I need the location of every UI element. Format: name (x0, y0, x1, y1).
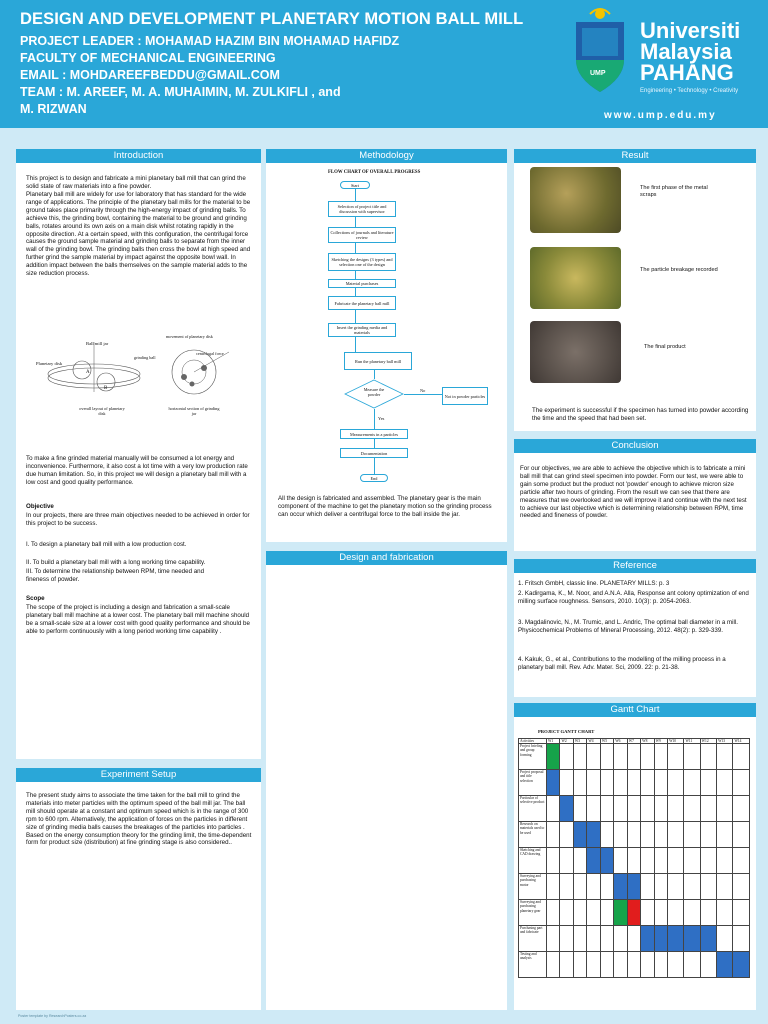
gantt-cell (717, 770, 733, 796)
gantt-cell (684, 770, 700, 796)
gantt-cell (700, 952, 716, 978)
gantt-cell (733, 926, 750, 952)
introduction-panel (16, 149, 261, 759)
gantt-cell (614, 770, 627, 796)
gantt-cell (700, 822, 716, 848)
flow-title: FLOW CHART OF OVERALL PROGRESS (328, 170, 421, 175)
gantt-week-header: W1 (547, 739, 560, 744)
footer-credit: Poster template by ResearchPosters.co.za (18, 1014, 87, 1018)
gantt-cell (573, 900, 586, 926)
diagram-label-a: A (86, 370, 90, 375)
gantt-cell (600, 874, 613, 900)
gantt-row (519, 848, 750, 874)
objective-item-1: I. To design a planetary ball mill with a low production cost. (26, 541, 187, 548)
gantt-week-header: W12 (700, 739, 716, 744)
design-heading: Design and fabrication (266, 551, 507, 565)
gantt-cell (654, 744, 667, 770)
diagram-label-grinding-ball: grinding ball (134, 355, 156, 360)
gantt-week-header: W2 (560, 739, 573, 744)
gantt-cell (654, 796, 667, 822)
flow-connector (355, 217, 356, 227)
gantt-cell (717, 874, 733, 900)
gantt-cell (684, 796, 700, 822)
experiment-panel (16, 768, 261, 1010)
flow-measure: Measurements in a particles (340, 429, 408, 439)
flow-connector (404, 394, 442, 395)
gantt-cell (560, 796, 573, 822)
gantt-cell (614, 744, 627, 770)
gantt-cell (560, 822, 573, 848)
gantt-cell (547, 900, 560, 926)
gantt-cell (700, 848, 716, 874)
flow-step-7: Run the planetary ball mill (344, 352, 412, 370)
gantt-cell (573, 796, 586, 822)
flow-documentation: Documentation (340, 448, 408, 458)
flow-connector (374, 370, 375, 379)
gantt-cell (717, 822, 733, 848)
gantt-cell (733, 848, 750, 874)
gantt-cell (641, 848, 654, 874)
diagram-label-centrifugal: centrifugal force (196, 351, 224, 356)
flow-decision: Measure the powder (363, 387, 385, 397)
gantt-cell (560, 874, 573, 900)
gantt-cell (600, 770, 613, 796)
gantt-week-header: W9 (654, 739, 667, 744)
gantt-cell (547, 952, 560, 978)
reference-item-1: 1. Fritsch GmbH, classic line. PLANETARY MILLS: p. 3 (518, 580, 670, 587)
gantt-cell (654, 848, 667, 874)
gantt-cell (641, 926, 654, 952)
diagram-label-b: B (104, 386, 108, 391)
flow-step-4: Material purchases (328, 279, 396, 288)
gantt-cell (733, 900, 750, 926)
conclusion-heading: Conclusion (514, 439, 756, 453)
gantt-cell (627, 822, 640, 848)
flow-connector (355, 271, 356, 279)
methodology-panel (266, 149, 507, 542)
gantt-week-header: W5 (600, 739, 613, 744)
intro-paragraph-2: Planetary ball mill are widely for use for laboratory that has standard for the wide range of applications. The principle of the planetary ball mills for the material to be ground takes place primarily through the high-energy impact of grinding balls. To achieve this, the grinding bowl, containing the material to be ground and grinding balls, rotates around its own axis on a main disk whilst rotating rapidly in the opposite direction. At a certain speed, with this configuration, the centrifugal force causes the ground sample material and grinding balls to separate from the inner wall of the grinding bowl. The grinding balls then cross the bowl at high speed and further grind the sample material by impact against the opposite bowl wall. In addition impact between the balls themselves on the sample material adds to the size reduction process. (26, 191, 251, 278)
gantt-cell (627, 952, 640, 978)
intro-paragraph-1: This project is to design and fabricate a mini planetary ball mill that can grind the solid state of raw materials into a fine powder. (26, 175, 246, 190)
gantt-cell (627, 796, 640, 822)
gantt-cell (600, 848, 613, 874)
gantt-cell (641, 952, 654, 978)
gantt-cell (600, 822, 613, 848)
gantt-cell (700, 744, 716, 770)
conclusion-text: For our objectives, we are able to achieve the objective which is to fabricate a mini ball mill that can grind steel specimen into powder. Form our test, we were able to gain some product but the product not 'powder' enough to achieve micron size particle after two hours of grinding. From the result we can see that there are measures that we overlooked and we will improve it and continue with the next test to achieve our last objective which is determining relationship between RPM, time needed and fineness of powder. (520, 465, 747, 520)
gantt-cell (641, 900, 654, 926)
gantt-cell (547, 926, 560, 952)
gantt-cell (627, 900, 640, 926)
gantt-title: PROJECT GANTT CHART (538, 729, 595, 734)
gantt-table (518, 738, 750, 978)
flow-step-2: Collections of journals and literature review (328, 227, 396, 243)
gantt-cell (654, 952, 667, 978)
gantt-cell (668, 952, 684, 978)
gantt-activity-name: Surveying and purchasing motor (519, 874, 547, 900)
gantt-cell (587, 926, 600, 952)
flow-step-6: Insert the grinding media and materials (328, 323, 396, 337)
introduction-heading: Introduction (16, 149, 261, 163)
university-name (640, 20, 740, 83)
reference-item-2: 2. Kadirgama, K., M. Noor, and A.N.A. Alla, Response ant colony optimization of end milling surface roughness. Sensors, 2010. 10(3): p. 2054-2063. (518, 590, 749, 606)
gantt-cell (547, 744, 560, 770)
scope-text: The scope of the project is including a design and fabrication a small-scale planetary ball mill machine at a lower cost. The planetary ball mill machine should be a small-scale size at a lower cost with good quality performance and should be able to perform continuously with a long period working time capability . (26, 604, 250, 635)
gantt-cell (668, 770, 684, 796)
flow-connector (355, 189, 356, 201)
reference-item-4: 4. Kakuk, G., et al., Contributions to the modelling of the milling process in a planetary ball mill. Rev. Adv. Mater. Sci, 2009. 22: p. 21-38. (518, 656, 726, 672)
diagram-label-movement: movement of planetary disk (166, 334, 213, 339)
gantt-cell (641, 874, 654, 900)
gantt-cell (684, 874, 700, 900)
gantt-week-header: W10 (668, 739, 684, 744)
flow-connector (355, 243, 356, 253)
poster-header (0, 0, 768, 128)
reference-heading: Reference (514, 559, 756, 573)
gantt-cell (733, 874, 750, 900)
flow-connector (355, 288, 356, 296)
university-line-2: Malaysia (640, 39, 732, 64)
gantt-row (519, 926, 750, 952)
gantt-cell (654, 770, 667, 796)
team: TEAM : M. AREEF, M. A. MUHAIMIN, M. ZULKIFLI , and (20, 85, 341, 99)
diagram-label-jar: Ball mill jar (86, 341, 109, 346)
flow-connector (374, 458, 375, 474)
gantt-cell (573, 822, 586, 848)
gantt-week-header: W4 (587, 739, 600, 744)
gantt-cell (614, 874, 627, 900)
gantt-activity-name: Project briefing and group forming (519, 744, 547, 770)
flow-side-box: Not in powder particles (442, 387, 488, 405)
gantt-cell (587, 796, 600, 822)
gantt-cell (733, 744, 750, 770)
gantt-cell (587, 822, 600, 848)
gantt-cell (684, 822, 700, 848)
gantt-cell (627, 926, 640, 952)
reference-panel (514, 559, 756, 697)
gantt-cell (700, 900, 716, 926)
university-line-1: Universiti (640, 18, 741, 43)
result-heading: Result (514, 149, 756, 163)
gantt-week-header: W11 (684, 739, 700, 744)
gantt-cell (700, 874, 716, 900)
gantt-cell (717, 952, 733, 978)
gantt-cell (627, 744, 640, 770)
gantt-cell (668, 900, 684, 926)
gantt-cell (587, 900, 600, 926)
gantt-row (519, 900, 750, 926)
gantt-cell (614, 952, 627, 978)
gantt-row (519, 770, 750, 796)
reference-item-3: 3. Magdalinovic, N., M. Trumic, and L. Andric, The optimal ball diameter in a mill. Physicochemical Problems of Mineral Processing, 2012. 48(2): p. 329-339. (518, 619, 738, 635)
gantt-cell (547, 848, 560, 874)
gantt-cell (560, 926, 573, 952)
gantt-week-header: W7 (627, 739, 640, 744)
gantt-cell (654, 900, 667, 926)
objective-title: Objective (26, 503, 54, 510)
gantt-week-header: W13 (717, 739, 733, 744)
gantt-cell (733, 952, 750, 978)
gantt-cell (614, 848, 627, 874)
photo-particle-breakage (530, 247, 621, 309)
result-caption-1: The first phase of the metal scraps (640, 185, 708, 198)
gantt-cell (641, 770, 654, 796)
email: EMAIL : MOHDAREEFBEDDU@GMAIL.COM (20, 68, 280, 82)
gantt-activity-name: Sketching and CAD drawing (519, 848, 547, 874)
gantt-cell (627, 874, 640, 900)
objective-item-2: II. To build a planetary ball mill with a long working time capability. (26, 559, 206, 566)
gantt-cell (668, 744, 684, 770)
gantt-activity-name: Surveying and purchasing planetary gear (519, 900, 547, 926)
gantt-panel (514, 703, 756, 1010)
gantt-cell (587, 952, 600, 978)
gantt-cell (641, 744, 654, 770)
gantt-cell (573, 874, 586, 900)
gantt-cell (587, 848, 600, 874)
flow-connector (374, 409, 375, 429)
tagline: Engineering • Technology • Creativity (640, 88, 739, 94)
gantt-cell (614, 822, 627, 848)
team-continued: M. RIZWAN (20, 102, 87, 116)
gantt-cell (684, 848, 700, 874)
gantt-cell (560, 744, 573, 770)
result-caption-2: The particle breakage recorded (640, 267, 718, 273)
gantt-activity-name: Research on materials used to be used (519, 822, 547, 848)
gantt-cell (560, 770, 573, 796)
gantt-row (519, 796, 750, 822)
result-caption-3: The final product (644, 344, 686, 350)
gantt-cell (668, 848, 684, 874)
gantt-row (519, 744, 750, 770)
gantt-cell (717, 744, 733, 770)
gantt-cell (717, 796, 733, 822)
website-url[interactable]: www.ump.edu.my (604, 110, 717, 121)
flow-start: Start (340, 181, 370, 189)
flow-connector (355, 337, 356, 352)
diagram-caption-overall: overall layout of planetary disk (79, 406, 125, 416)
gantt-cell (654, 822, 667, 848)
gantt-cell (573, 952, 586, 978)
gantt-row (519, 952, 750, 978)
gantt-cell (668, 822, 684, 848)
gantt-cell (627, 848, 640, 874)
conclusion-panel (514, 439, 756, 551)
gantt-cell (560, 848, 573, 874)
gantt-cell (547, 770, 560, 796)
gantt-cell (668, 874, 684, 900)
gantt-cell (700, 770, 716, 796)
diagram-caption-horizontal: horizontal section of grinding jar (168, 406, 220, 416)
gantt-cell (717, 926, 733, 952)
photo-final-product (530, 321, 621, 383)
gantt-cell (600, 926, 613, 952)
flow-step-1: Selection of project title and discussion with supervisor (328, 201, 396, 217)
gantt-cell (560, 900, 573, 926)
gantt-cell (641, 796, 654, 822)
flow-connector (374, 439, 375, 448)
gantt-cell (600, 796, 613, 822)
photo-metal-scraps (530, 167, 621, 233)
gantt-cell (573, 770, 586, 796)
gantt-cell (654, 926, 667, 952)
gantt-cell (668, 926, 684, 952)
gantt-cell (684, 900, 700, 926)
flow-step-3: Sketching the designs (3 types) and selection one of the design (328, 253, 396, 271)
gantt-cell (717, 848, 733, 874)
scope-title: Scope (26, 595, 45, 602)
gantt-activity-name: Purchasing part and fabricate (519, 926, 547, 952)
gantt-heading: Gantt Chart (514, 703, 756, 717)
gantt-cell (641, 822, 654, 848)
gantt-cell (587, 770, 600, 796)
flow-end: End (360, 474, 388, 482)
gantt-cell (684, 744, 700, 770)
gantt-cell (654, 874, 667, 900)
intro-paragraph-3: To make a fine grinded material manually will be consumed a lot energy and inconvenience. Furthermore, it also cost a lot time with a very low production rate due human limitation. So, in this project we will design a planetary ball mill with a low cost and good quality performance. (26, 455, 248, 486)
gantt-activity-name: Project proposal and title selection (519, 770, 547, 796)
gantt-cell (733, 796, 750, 822)
gantt-cell (573, 848, 586, 874)
flow-step-5: Fabricate the planetary ball mill (328, 296, 396, 310)
gantt-cell (573, 744, 586, 770)
gantt-week-header: W8 (641, 739, 654, 744)
gantt-cell (684, 952, 700, 978)
gantt-cell (573, 926, 586, 952)
gantt-cell (627, 770, 640, 796)
gantt-activity-name: Testing and analysis (519, 952, 547, 978)
gantt-cell (560, 952, 573, 978)
experiment-heading: Experiment Setup (16, 768, 261, 782)
flow-connector (355, 310, 356, 323)
gantt-activity-name: Particular of selective product (519, 796, 547, 822)
gantt-cell (668, 796, 684, 822)
gantt-cell (717, 900, 733, 926)
gantt-cell (684, 926, 700, 952)
gantt-cell (547, 874, 560, 900)
objective-intro: In our projects, there are three main objectives needed to be achieved in order for this project to be success. (26, 512, 250, 527)
result-conclusion-line: The experiment is successful if the specimen has turned into powder according the time and the speed that had been set. (532, 407, 749, 422)
design-panel (266, 551, 507, 1010)
flow-no-label: No (420, 388, 426, 393)
gantt-week-header: W3 (573, 739, 586, 744)
methodology-heading: Methodology (266, 149, 507, 163)
gantt-row (519, 874, 750, 900)
experiment-text: The present study aims to associate the time taken for the ball mill to grind the materials into meter particles with the optimum speed of the ball mill jar. The ball mill should operate at a constant and optimum speed which is in the range of 300 rpm to 600 rpm. Alternatively, the application of forces on the particles in different size of grinding media balls causes the breakages of the particles into particles . Based on the energy consumption theory for the grinding limit, the time-dependent form for product size (distribution) at fine grinding stage is also considered.. (26, 792, 252, 847)
poster-title: DESIGN AND DEVELOPMENT PLANETARY MOTION BALL MILL (20, 10, 524, 28)
gantt-activities-header: Activities (519, 739, 547, 744)
gantt-cell (614, 926, 627, 952)
university-line-3: PAHANG (640, 60, 734, 85)
gantt-cell (614, 796, 627, 822)
gantt-cell (587, 744, 600, 770)
project-leader: PROJECT LEADER : MOHAMAD HAZIM BIN MOHAMAD HAFIDZ (20, 34, 400, 48)
gantt-cell (700, 926, 716, 952)
gantt-row (519, 822, 750, 848)
gantt-cell (733, 822, 750, 848)
gantt-cell (600, 952, 613, 978)
gantt-week-header: W6 (614, 739, 627, 744)
methodology-summary: All the design is fabricated and assembled. The planetary gear is the main component of the machine to get the planetary motion so the grinding process can occur which deliver a centrifugal force to the ball inside the jar. (278, 495, 492, 518)
gantt-cell (547, 796, 560, 822)
gantt-cell (587, 874, 600, 900)
gantt-cell (614, 900, 627, 926)
flow-yes-label: Yes (378, 416, 385, 421)
diagram-label-disk: Planetary disk (36, 361, 63, 366)
result-panel (514, 149, 756, 431)
gantt-cell (700, 796, 716, 822)
faculty: FACULTY OF MECHANICAL ENGINEERING (20, 51, 276, 65)
logo-text: UMP (590, 70, 606, 77)
gantt-cell (600, 744, 613, 770)
objective-item-3: III. To determine the relationship between RPM, time needed and fineness of powder. (26, 568, 205, 583)
gantt-cell (733, 770, 750, 796)
gantt-cell (600, 900, 613, 926)
gantt-cell (547, 822, 560, 848)
gantt-week-header: W14 (733, 739, 750, 744)
